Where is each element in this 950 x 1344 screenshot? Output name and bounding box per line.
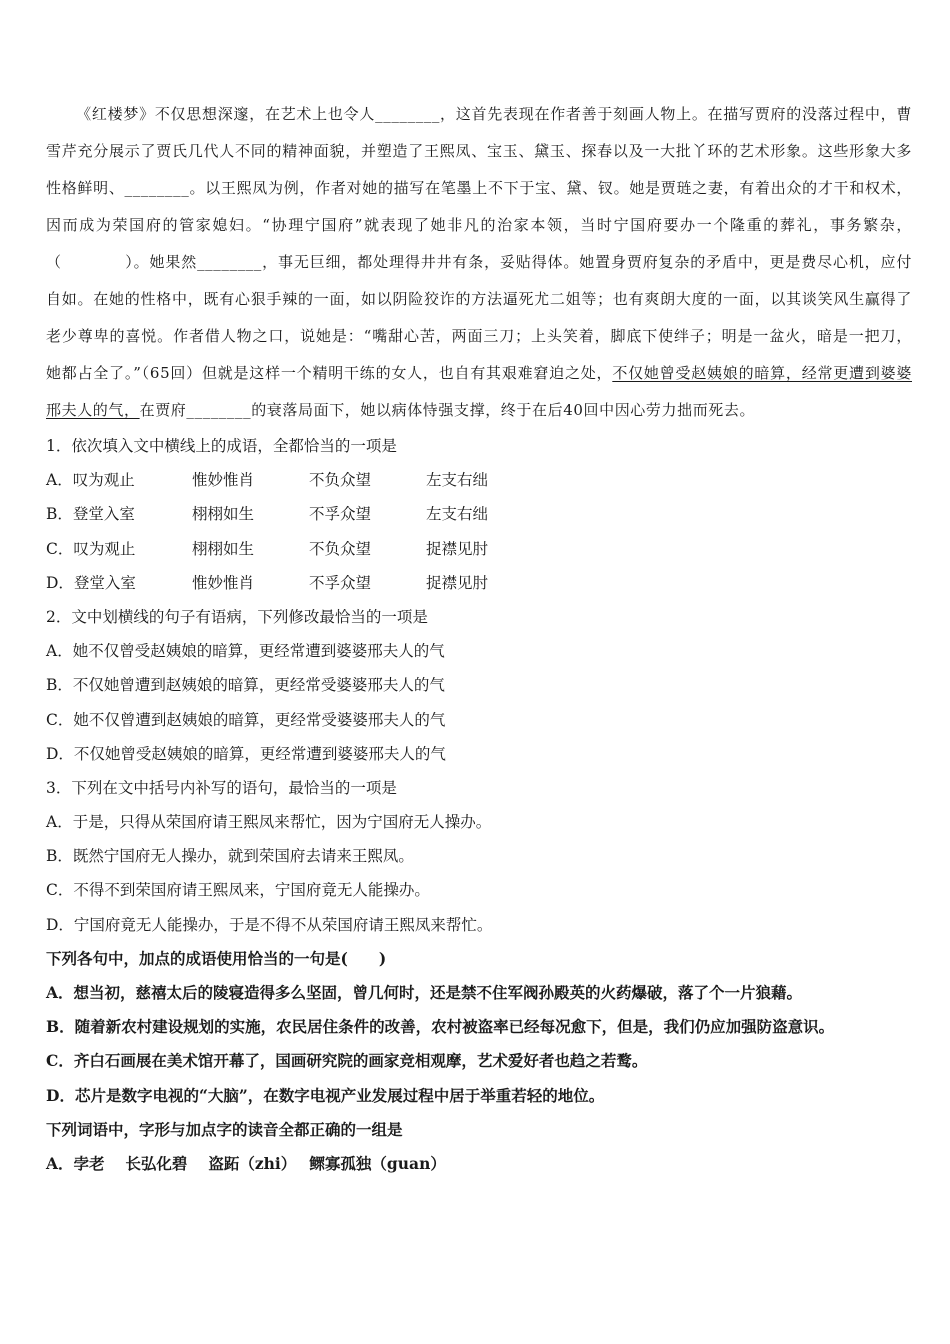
underlined-sentence: 不仅她曾受赵姨娘的暗算，经常更遭到婆婆邢夫人的气，: [46, 364, 912, 419]
question-4-option-b: B．随着新农村建设规划的实施，农民居住条件的改善，农村被盗率已经每况愈下，但是，我们仍应加强防盗意识。: [46, 1017, 835, 1037]
passage: [46, 96, 912, 429]
question-2-option-b: B．不仅她曾遭到赵姨娘的暗算，更经常受婆婆邢夫人的气: [46, 676, 445, 695]
question-3-option-b: B．既然宁国府无人操办，就到荣国府去请来王熙凤。: [46, 847, 414, 866]
question-4-option-a: A．想当初，慈禧太后的陵寝造得多么坚固，曾几何时，还是禁不住军阀孙殿英的火药爆破，落了个一片狼藉。: [46, 983, 803, 1002]
question-4-option-c: C．齐白石画展在美术馆开幕了，国画研究院的画家竞相观摩，艺术爱好者也趋之若鹜。: [46, 1051, 648, 1071]
question-3-option-c: C．不得不到荣国府请王熙凤来，宁国府竟无人能操办。: [46, 881, 430, 900]
question-3-option-d: D．宁国府竟无人能操办，于是不得不从荣国府请王熙凤来帮忙。: [46, 915, 493, 934]
question-1-option-b: B．登堂入室 栩栩如生 不孚众望 左支右绌: [46, 505, 489, 524]
question-1-stem: 1．依次填入文中横线上的成语，全都恰当的一项是: [46, 437, 397, 455]
document-page: [46, 96, 912, 1181]
question-5-option-a: A．孛老 长弘化碧 盗跖（zhi） 鳏寡孤独（guan）: [46, 1153, 446, 1173]
question-1-option-a: A．叹为观止 惟妙惟肖 不负众望 左支右绌: [46, 471, 489, 490]
question-4-stem: 下列各句中，加点的成语使用恰当的一句是( ): [46, 948, 387, 968]
question-3-option-a: A．于是，只得从荣国府请王熙凤来帮忙，因为宁国府无人操办。: [46, 813, 492, 832]
question-1-option-d: D．登堂入室 惟妙惟肖 不孚众望 捉襟见肘: [46, 573, 489, 592]
question-5-stem: 下列词语中，字形与加点字的读音全都正确的一组是: [46, 1119, 403, 1139]
question-1-option-c: C．叹为观止 栩栩如生 不负众望 捉襟见肘: [46, 539, 489, 558]
question-4-option-d: D．芯片是数字电视的“大脑”，在数字电视产业发展过程中居于举重若轻的地位。: [46, 1085, 605, 1105]
passage-text: 《红楼梦》不仅思想深邃，在艺术上也令人________，这首先表现在作者善于刻画人物上。在描写贾府的没落过程中，曹雪芹充分展示了贾氏几代人不同的精神面貌，并塑造了王熙凤、宝玉、黛玉、探春以及一大批丫环的艺术形象。这些形象大多性格鲜明、________。以王熙凤为例，作者对她的描写在笔墨上不下于宝、黛、钗。她是贾琏之妻，有着出众的才干和权术，因而成为荣国府的管家媳妇。“协理宁国府”就表现了她非凡的治家本领，当时宁国府要办一个隆重的葬礼，事务繁杂，（ ）。她果然________，事无巨细，都处理得井井有条，妥贴得体。她置身贾府复杂的矛盾中，更是费尽心机，应付自如。在她的性格中，既有心狠手辣的一面，如以阴险狡诈的方法逼死尤二姐等；也有爽朗大度的一面，以其谈笑风生赢得了老少尊卑的喜悦。作者借人物之口，说她是：“嘴甜心苦，两面三刀；上头笑着，脚底下使绊子；明是一盆火，暗是一把刀，她都占全了。”（65回）但就是这样一个精明干练的女人，也自有其艰难窘迫之处，: [46, 105, 912, 382]
question-2-option-d: D．不仅她曾受赵姨娘的暗算，更经常遭到婆婆邢夫人的气: [46, 744, 446, 763]
question-2-stem: 2．文中划横线的句子有语病，下列修改最恰当的一项是: [46, 607, 428, 626]
question-2-option-a: A．她不仅曾受赵姨娘的暗算，更经常遭到婆婆邢夫人的气: [46, 642, 445, 661]
question-3-stem: 3．下列在文中括号内补写的语句，最恰当的一项是: [46, 778, 397, 797]
question-2-option-c: C．她不仅曾遭到赵姨娘的暗算，更经常受婆婆邢夫人的气: [46, 710, 446, 729]
passage-text-end: 在贾府________的衰落局面下，她以病体恃强支撑，终于在后40回中因心劳力拙而死去。: [139, 401, 756, 419]
